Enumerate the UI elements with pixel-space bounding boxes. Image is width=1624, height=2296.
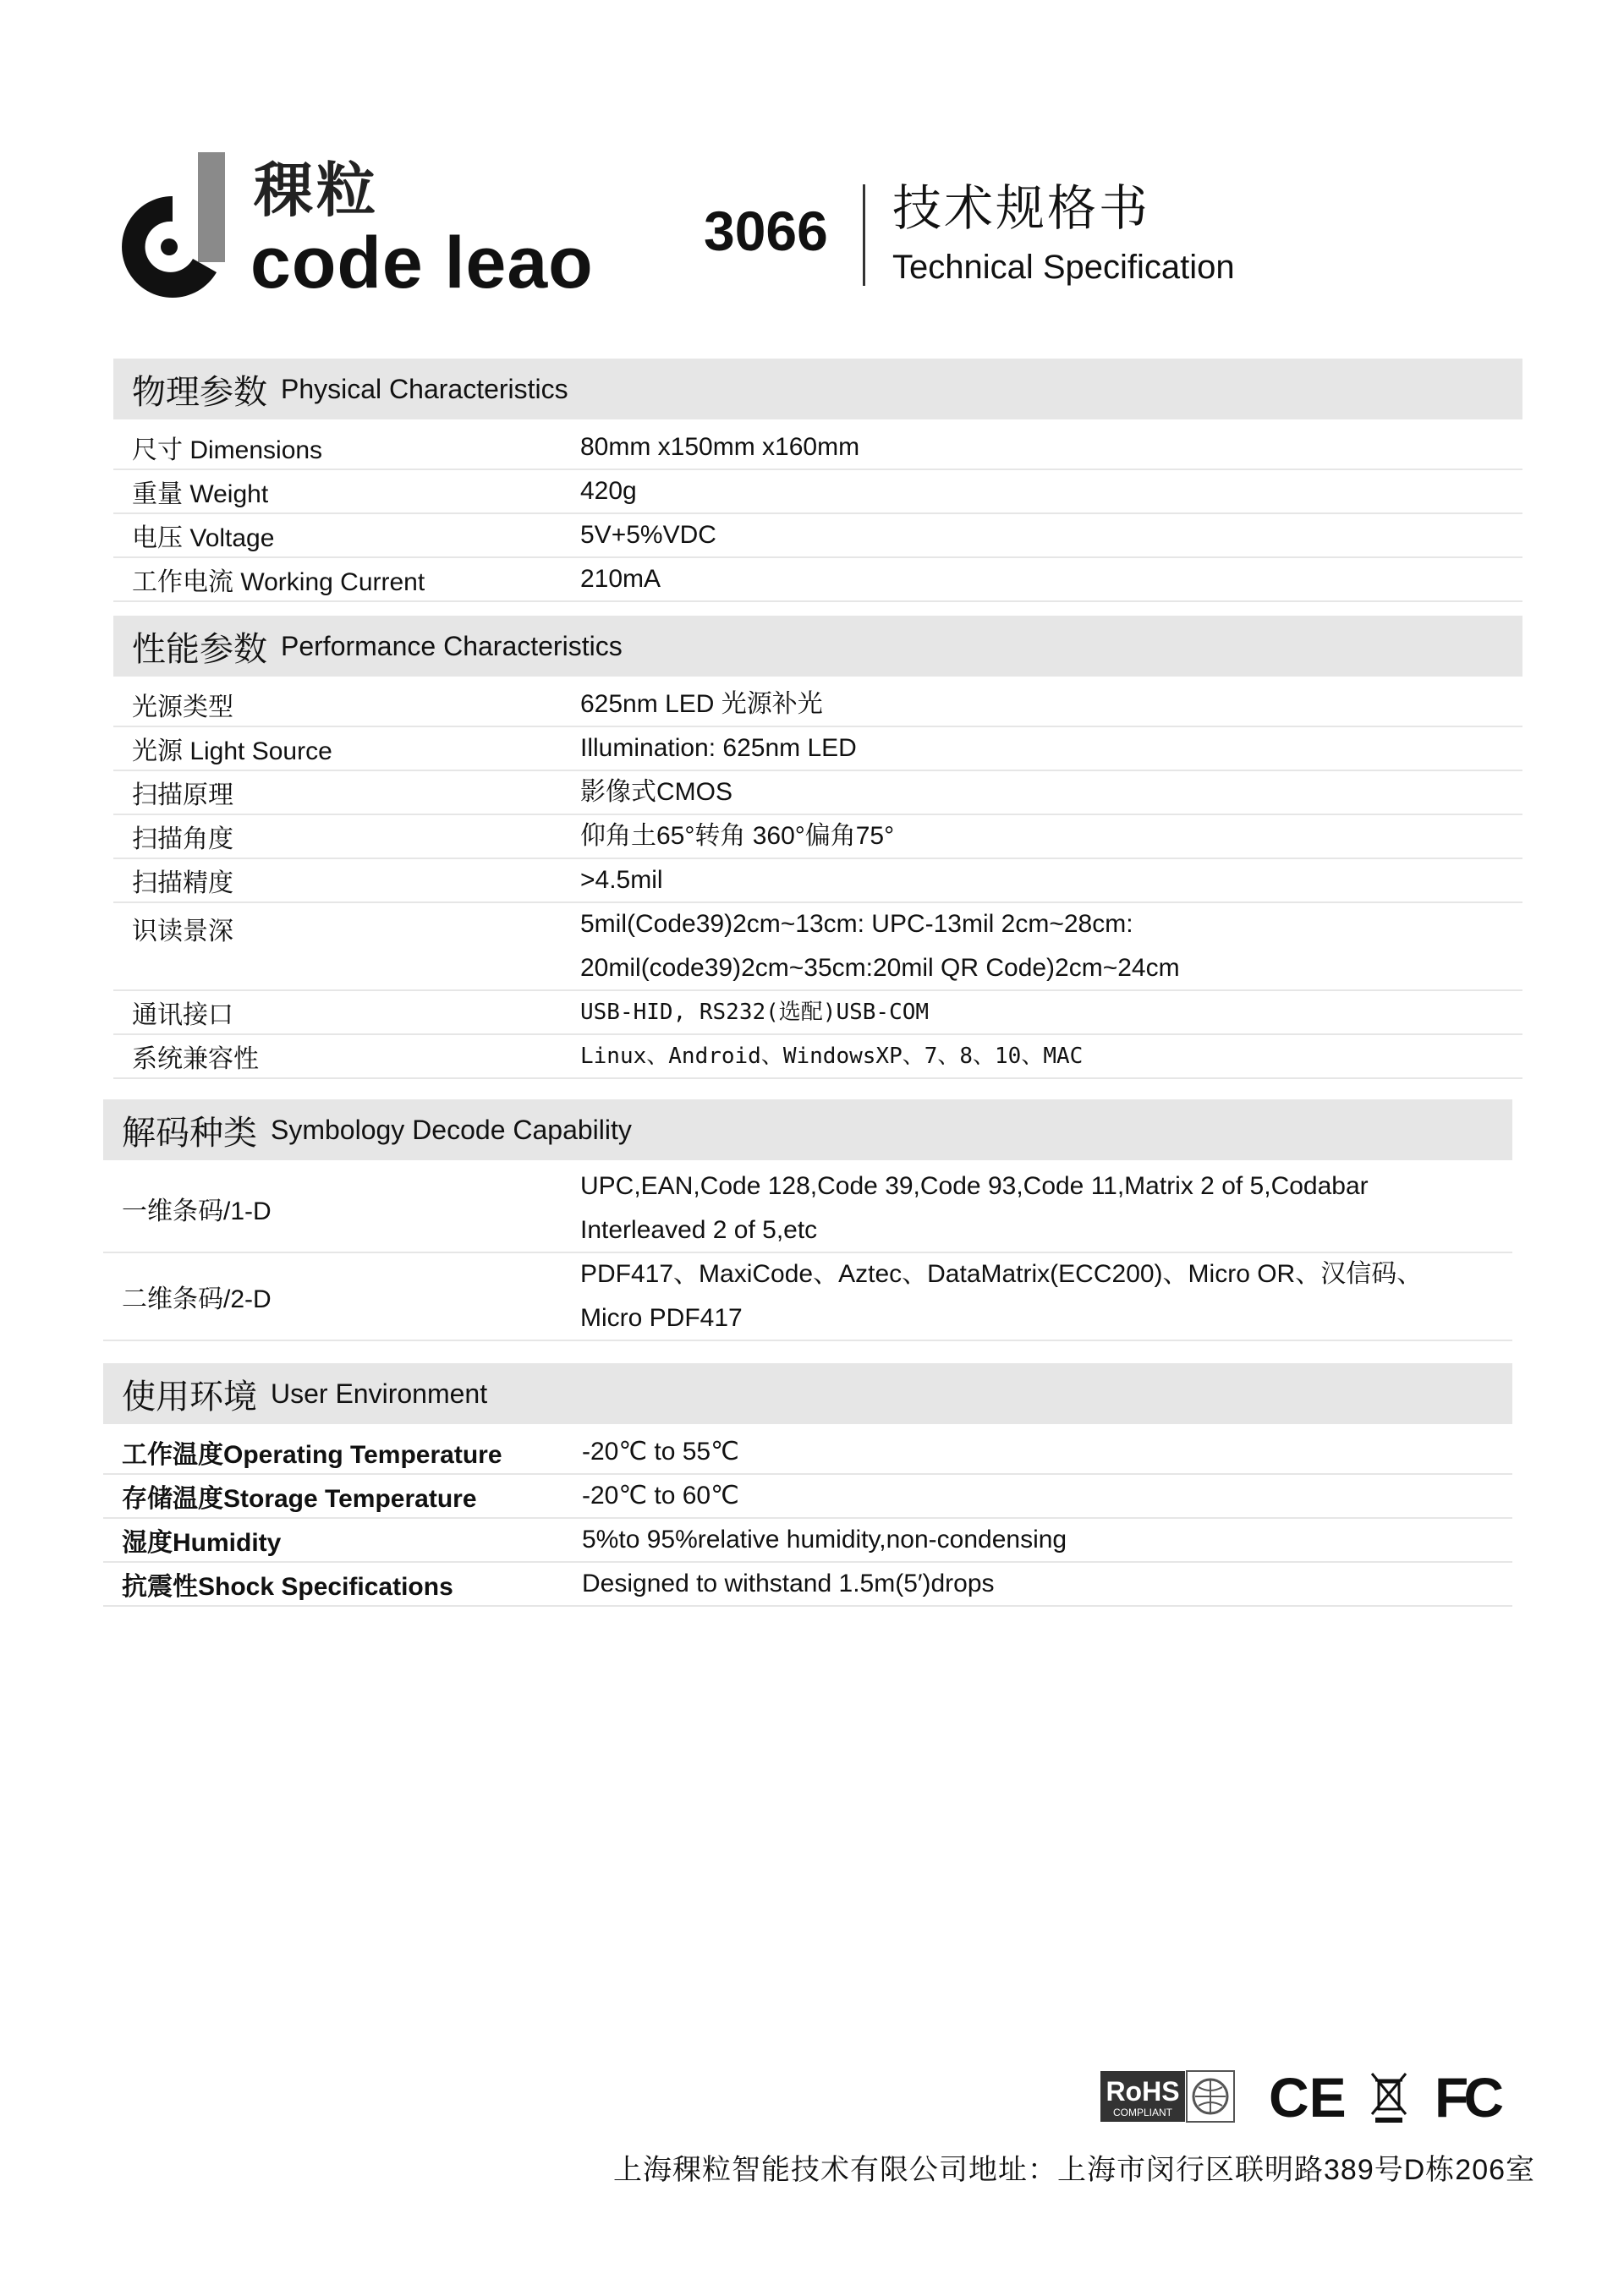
certification-logos [1100, 2063, 1506, 2131]
doc-title-en: Technical Specification [892, 249, 1235, 286]
section-title-cn: 性能参数 [132, 630, 267, 668]
table-row [113, 426, 1522, 470]
row-label: 湿度Humidity [122, 1529, 282, 1557]
company-address: 上海稞粒智能技术有限公司地址：上海市闵行区联明路389号D栋206室 [613, 2154, 1536, 2186]
row-label: 重量 Weight [132, 480, 269, 508]
row-label: 通讯接口 [132, 1001, 233, 1029]
row-value [580, 470, 1522, 512]
row-value-text: Illumination: 625nm LED [580, 734, 857, 762]
row-value [580, 426, 1522, 469]
table-row [113, 991, 1522, 1035]
row-value [580, 771, 1522, 814]
document-header [0, 0, 1624, 338]
row-label: 电压 Voltage [132, 524, 275, 552]
section-header [103, 1099, 1512, 1160]
weee-bin-icon [1369, 2069, 1409, 2124]
row-value [580, 558, 1522, 600]
row-label: 光源 Light Source [132, 737, 332, 765]
row-label: 一维条码/1-D [122, 1197, 272, 1225]
row-value-text: 5%to 95%relative humidity,non-condensing [582, 1526, 1067, 1553]
row-label: 扫描原理 [132, 781, 233, 809]
row-value [582, 1519, 1512, 1561]
row-label: 尺寸 Dimensions [132, 436, 323, 464]
row-label: 扫描角度 [132, 825, 233, 853]
table-row [113, 514, 1522, 558]
row-label: 二维条码/2-D [122, 1285, 272, 1313]
section-title-cn: 解码种类 [122, 1114, 257, 1152]
row-label: 识读景深 [132, 918, 233, 945]
section-title-cn: 物理参数 [132, 373, 267, 411]
row-value [580, 1165, 1512, 1252]
brand-logo-icon [113, 152, 232, 300]
rohs-label: RoHS [1106, 2076, 1180, 2107]
rohs-sub-label: COMPLIANT [1112, 2107, 1173, 2118]
row-value [580, 683, 1522, 726]
table-row [103, 1431, 1512, 1475]
row-value [580, 859, 1522, 901]
row-value-text: 5V+5%VDC [580, 521, 716, 549]
row-value-text: 20mil(code39)2cm~35cm:20mil QR Code)2cm~24cm [580, 954, 1180, 982]
section-title-en: Performance Characteristics [281, 630, 623, 661]
header-divider [863, 184, 865, 286]
row-value [582, 1431, 1512, 1473]
row-value-text: 5mil(Code39)2cm~13cm: UPC-13mil 2cm~28cm: [580, 910, 1133, 938]
row-value-text: -20℃ to 60℃ [582, 1482, 739, 1510]
row-value-text: 210mA [580, 565, 661, 593]
row-value [580, 727, 1522, 770]
row-value-text: 仰角土65°转角 360°偏角75° [580, 822, 895, 850]
row-value-text: UPC,EAN,Code 128,Code 39,Code 93,Code 11,Matrix 2 of 5,Codabar [580, 1172, 1369, 1200]
row-value [580, 514, 1522, 556]
brand-name-en: code leao [250, 222, 594, 304]
section-header [103, 1363, 1512, 1424]
section-title-cn: 使用环境 [122, 1378, 257, 1416]
section-performance [113, 616, 1522, 1079]
section-header [113, 359, 1522, 419]
table-row [103, 1563, 1512, 1607]
row-value-text: -20℃ to 55℃ [582, 1438, 739, 1466]
section-title-en: Symbology Decode Capability [271, 1114, 632, 1145]
ce-mark-icon: CE [1269, 2066, 1347, 2129]
row-value-text: 420g [580, 477, 637, 505]
rohs-compliant-icon [1100, 2070, 1235, 2123]
table-row [113, 1035, 1522, 1079]
row-value [580, 991, 1522, 1033]
row-label: 抗震性Shock Specifications [122, 1573, 453, 1601]
row-value-text: Linux、Android、WindowsXP、7、8、10、MAC [580, 1044, 1084, 1069]
row-label: 系统兼容性 [132, 1045, 259, 1073]
model-number: 3066 [704, 200, 828, 262]
row-value-text: Micro PDF417 [580, 1304, 743, 1332]
table-row [113, 558, 1522, 602]
row-value [580, 815, 1522, 858]
table-row [113, 859, 1522, 903]
row-value-text: >4.5mil [580, 866, 663, 894]
row-value-text: Interleaved 2 of 5,etc [580, 1216, 818, 1244]
section-title-en: Physical Characteristics [281, 373, 568, 404]
table-row [113, 683, 1522, 727]
row-value-text: PDF417、MaxiCode、Aztec、DataMatrix(ECC200)、Micro OR、汉信码、 [580, 1260, 1423, 1288]
section-title-en: User Environment [271, 1378, 488, 1409]
row-value [580, 1253, 1512, 1340]
section-symbology [103, 1099, 1512, 1341]
row-value-text: 625nm LED 光源补光 [580, 690, 823, 718]
row-value-text: USB-HID, RS232(选配)USB-COM [580, 1000, 930, 1025]
table-row [103, 1253, 1512, 1341]
section-physical [113, 359, 1522, 602]
table-row [103, 1165, 1512, 1253]
table-row [103, 1475, 1512, 1519]
table-row [113, 470, 1522, 514]
doc-title-cn: 技术规格书 [892, 181, 1151, 236]
row-value [580, 903, 1522, 989]
section-header [113, 616, 1522, 677]
row-value [582, 1563, 1512, 1605]
table-row [103, 1519, 1512, 1563]
table-row [113, 727, 1522, 771]
row-value-text: 80mm x150mm x160mm [580, 433, 860, 461]
brand-name-cn: 稞粒 [254, 157, 379, 223]
row-label: 存储温度Storage Temperature [122, 1485, 477, 1513]
row-label: 工作电流 Working Current [132, 568, 425, 596]
section-environment [103, 1363, 1512, 1607]
row-value [580, 1035, 1522, 1077]
table-row [113, 903, 1522, 991]
row-label: 光源类型 [132, 693, 233, 721]
row-value-text: 影像式CMOS [580, 778, 732, 806]
row-value [582, 1475, 1512, 1517]
fcc-mark-icon: FC [1435, 2066, 1499, 2129]
row-value-text: Designed to withstand 1.5m(5′)drops [582, 1570, 995, 1597]
row-label: 工作温度Operating Temperature [122, 1441, 502, 1469]
table-row [113, 815, 1522, 859]
table-row [113, 771, 1522, 815]
row-label: 扫描精度 [132, 869, 233, 897]
